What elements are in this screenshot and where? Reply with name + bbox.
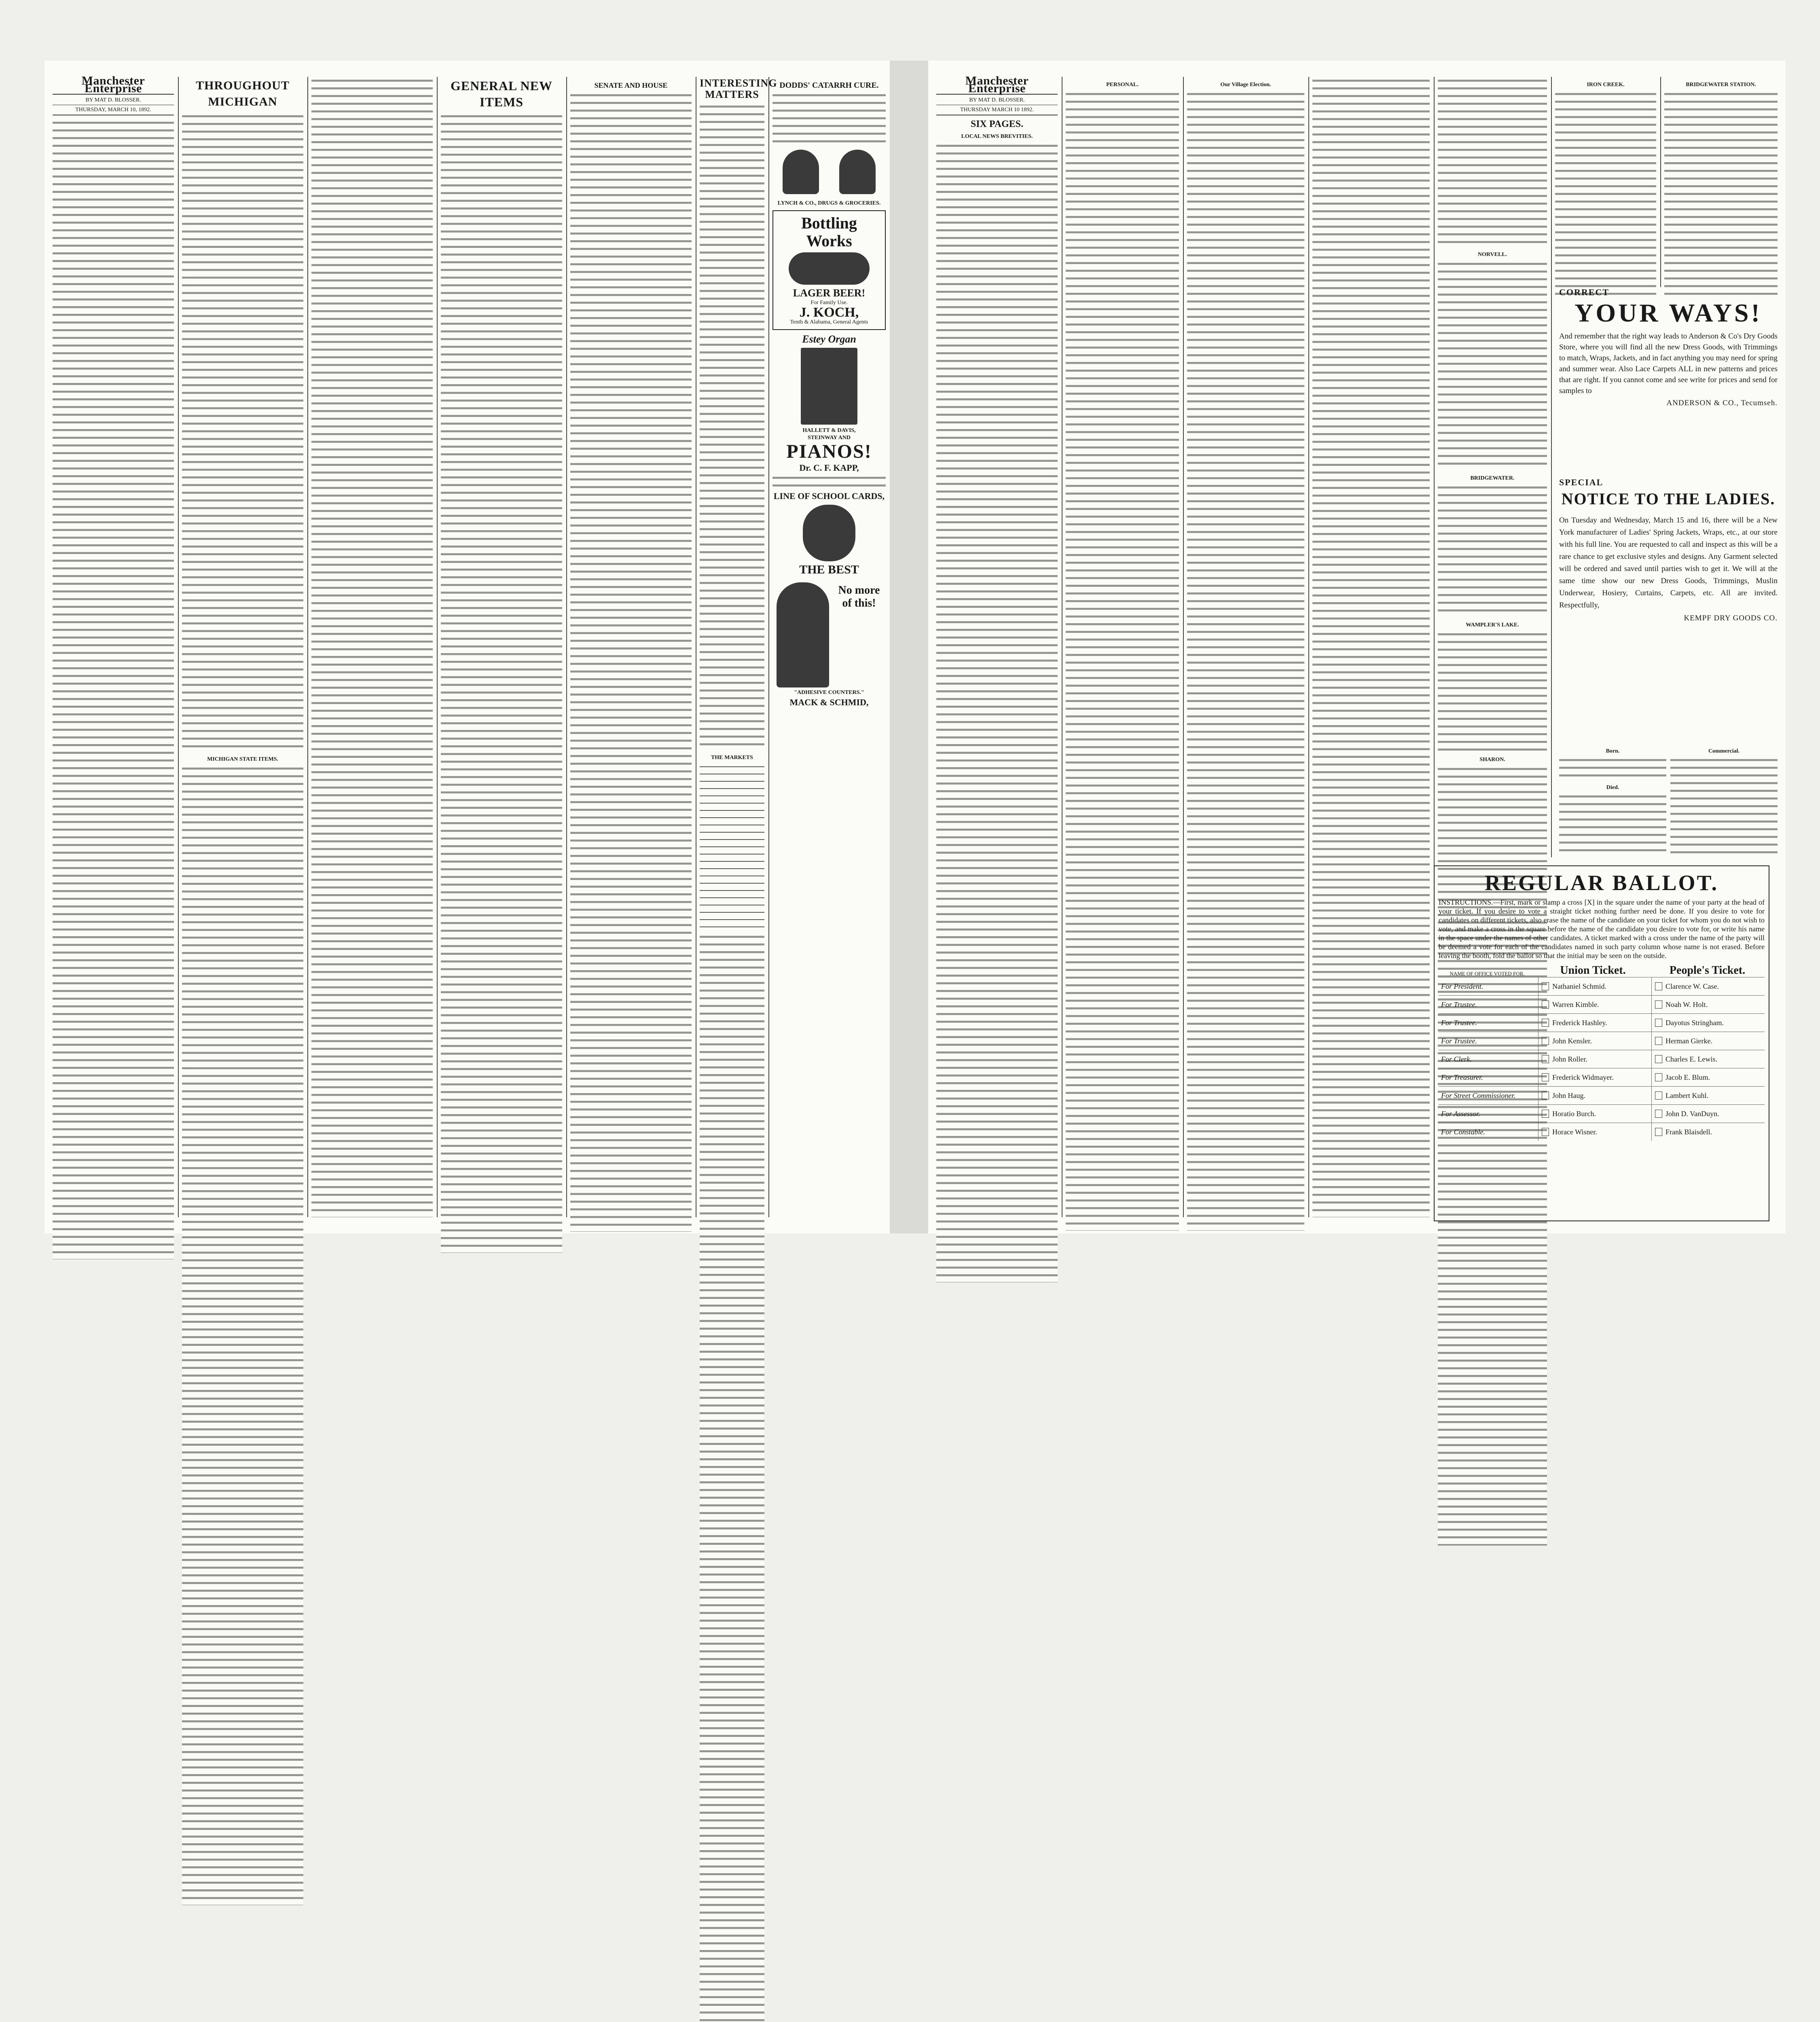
kempf-signature: KEMPF DRY GOODS CO.	[1684, 614, 1778, 622]
special-label: SPECIAL	[1559, 477, 1604, 487]
kempf-notice-advertisement	[1559, 477, 1778, 736]
date-line-left: THURSDAY, MARCH 10, 1892.	[53, 105, 174, 116]
ballot-row	[1439, 1068, 1765, 1086]
office-name: For Trustee.	[1441, 1036, 1477, 1045]
ballot-row	[1439, 1032, 1765, 1050]
peoples-candidate	[1651, 996, 1765, 1013]
bottling-works-ad	[772, 210, 886, 330]
column-text	[1187, 90, 1304, 1231]
column-text	[1438, 484, 1547, 617]
union-candidate	[1538, 977, 1651, 995]
candidate-name: John Kensler.	[1552, 1036, 1592, 1045]
candidate-name: John D. VanDuyn.	[1666, 1109, 1719, 1118]
page-gutter	[890, 61, 928, 1233]
vote-checkbox[interactable]	[1655, 1110, 1662, 1118]
vote-checkbox[interactable]	[1655, 1073, 1662, 1081]
column-text	[182, 112, 303, 751]
peoples-candidate	[1651, 1123, 1765, 1141]
column-text	[311, 77, 433, 1217]
candidate-name: Horace Wisner.	[1552, 1127, 1597, 1136]
peoples-ticket-heading: People's Ticket.	[1669, 964, 1746, 977]
ballot-instructions: INSTRUCTIONS.—First, mark or stamp a cross [X] in the square under the name of your party at the head of your ticket. If you desire to vote a straight ticket nothing further need be done. If you desire to vote for candidates on different tickets, also erase the name of the candidate on your ticket for whom you do not wish to vote, and make a cross in the square before the name of the candidate you desire to vote for, or write his name in the space under the names of other candidates. A ticket marked with a cross under the name of the party will be deemed a vote for each of the candidates named in such party column whose name is not erased. Before leaving the booth, fold the ballot so that the initial may be seen on the outside.	[1439, 898, 1765, 960]
right-newspaper-page	[928, 61, 1786, 1233]
candidate-name: Horatio Burch.	[1552, 1109, 1596, 1118]
ballot-rows	[1439, 977, 1765, 1141]
notice-ladies-text: On Tuesday and Wednesday, March 15 and 16, there will be a New York manufacturer of Ladies' Spring Jackets, Wraps, etc., at our store with his full line. You are requested to call and inspect as this will be a rare chance to get exclusive styles and designs. Any Garment selected will be ordered and saved until parties wish to get it. We will at the same time show our new Dress Goods, Trimmings, Muslin Underwear, Hosiery, Curtains, Carpets, etc. All are invited. Respectfully,	[1559, 516, 1778, 609]
vote-checkbox[interactable]	[1655, 1128, 1662, 1136]
general-news-heading: GENERAL NEW ITEMS	[451, 78, 552, 109]
column-text	[1664, 90, 1778, 300]
vote-checkbox[interactable]	[1542, 1073, 1549, 1081]
masthead-right: Manchester Enterprise	[936, 77, 1058, 95]
bridgewater-heading: BRIDGEWATER.	[1470, 475, 1515, 481]
office-name: For Treasurer.	[1441, 1073, 1483, 1081]
peoples-candidate	[1651, 977, 1765, 995]
ad-text	[772, 474, 886, 490]
ballot-row	[1439, 995, 1765, 1013]
editor-line-right: BY MAT D. BLOSSER.	[969, 97, 1025, 103]
ballot-title: REGULAR BALLOT.	[1484, 871, 1719, 895]
vote-checkbox[interactable]	[1542, 1091, 1549, 1100]
ballot-row	[1439, 1104, 1765, 1123]
anderson-signature: ANDERSON & CO., Tecumseh.	[1666, 399, 1778, 407]
pianos-title: PIANOS!	[786, 441, 872, 462]
born-heading: Born.	[1606, 748, 1620, 754]
catarrh-cure-ad: DODDS' CATARRH CURE.	[779, 81, 879, 90]
hallett-davis-line: HALLETT & DAVIS,	[802, 427, 856, 434]
markets-heading: THE MARKETS	[711, 755, 753, 761]
candidate-name: Jacob E. Blum.	[1666, 1073, 1710, 1081]
bridgewater-station-heading: BRIDGEWATER STATION.	[1686, 82, 1756, 88]
office-name: For Clerk.	[1441, 1055, 1472, 1063]
union-candidate	[1538, 1123, 1651, 1141]
anderson-advertisement	[1559, 287, 1778, 457]
vote-checkbox[interactable]	[1655, 1091, 1662, 1100]
candidate-name: Warren Kimble.	[1552, 1000, 1599, 1009]
norvell-heading: NORVELL.	[1477, 252, 1507, 258]
column-text	[936, 142, 1058, 1282]
lager-beer-title: LAGER BEER!	[793, 287, 866, 299]
office-name: For Assessor.	[1441, 1109, 1480, 1118]
no-more-of-this-text: No more of this!	[838, 584, 880, 609]
michigan-state-items-heading: MICHIGAN STATE ITEMS.	[207, 756, 278, 762]
peoples-candidate	[1651, 1014, 1765, 1032]
koch-address: Tenth & Alabama, General Agents	[790, 319, 868, 325]
family-use-line: For Family Use.	[811, 300, 848, 306]
peoples-candidate	[1651, 1105, 1765, 1123]
column-text	[182, 765, 303, 1905]
bottling-works-title: Bottling Works	[801, 214, 857, 250]
peoples-candidate	[1651, 1087, 1765, 1104]
koch-name: J. KOCH,	[799, 305, 859, 320]
candidate-name: Dayotus Stringham.	[1666, 1018, 1724, 1027]
candidate-name: Clarence W. Case.	[1666, 982, 1719, 990]
column-text	[441, 112, 562, 1253]
column-rule	[178, 77, 179, 1217]
mack-schmid-name: MACK & SCHMID,	[789, 697, 869, 707]
peoples-candidate	[1651, 1050, 1765, 1068]
portrait-illustration	[783, 150, 819, 194]
candidate-name: John Haug.	[1552, 1091, 1585, 1100]
office-name: For President.	[1441, 982, 1484, 990]
markets-table	[700, 763, 764, 933]
ballot-row	[1439, 1013, 1765, 1032]
column-text	[1555, 90, 1656, 300]
peoples-candidate	[1651, 1068, 1765, 1086]
office-column-heading: NAME OF OFFICE VOTED FOR.	[1450, 971, 1525, 977]
vitals-and-markets	[1559, 744, 1778, 857]
ticket-header-row	[1439, 964, 1765, 977]
notice-ladies-heading: NOTICE TO THE LADIES.	[1561, 490, 1776, 508]
senate-house-heading: SENATE AND HOUSE	[594, 81, 668, 89]
village-election-heading: Our Village Election.	[1220, 82, 1271, 88]
union-candidate	[1538, 1068, 1651, 1086]
right-column-3	[1187, 77, 1304, 1217]
column-text	[1438, 260, 1547, 470]
left-newspaper-page	[44, 61, 890, 1233]
commercial-heading: Commercial.	[1708, 748, 1740, 754]
bridgewater-station-column	[1664, 77, 1778, 287]
right-column-5	[1438, 77, 1547, 857]
right-column-1	[936, 74, 1058, 1217]
editor-line-left: BY MAT D. BLOSSER.	[85, 97, 141, 103]
iron-creek-column	[1555, 77, 1656, 287]
vote-checkbox[interactable]	[1542, 1037, 1549, 1045]
column-rule	[1308, 77, 1309, 1217]
vote-checkbox[interactable]	[1542, 982, 1549, 990]
office-name: For Constable.	[1441, 1127, 1486, 1136]
union-candidate	[1538, 1105, 1651, 1123]
left-column-6	[700, 77, 777, 1217]
candidate-name: Charles E. Lewis.	[1666, 1055, 1717, 1063]
kapp-name: Dr. C. F. KAPP,	[799, 463, 859, 473]
column-text	[53, 119, 174, 1259]
steinway-line: STEINWAY AND	[808, 435, 851, 441]
sharon-heading: SHARON.	[1479, 757, 1505, 763]
column-rule	[566, 77, 567, 1217]
date-line-right: THURSDAY MARCH 10 1892.	[936, 105, 1058, 116]
candidate-name: Frederick Widmayer.	[1552, 1073, 1614, 1081]
vote-checkbox[interactable]	[1655, 1000, 1662, 1009]
ballot-row	[1439, 977, 1765, 995]
flowers-illustration	[803, 505, 855, 561]
right-column-2	[1066, 77, 1179, 1217]
wamplers-lake-heading: WAMPLER'S LAKE.	[1466, 622, 1519, 628]
office-name: For Trustee.	[1441, 1018, 1477, 1027]
vote-checkbox[interactable]	[1542, 1055, 1549, 1063]
vote-checkbox[interactable]	[1542, 1110, 1549, 1118]
left-column-5	[570, 77, 692, 1217]
ballot-row	[1439, 1086, 1765, 1104]
column-text	[570, 91, 692, 1232]
office-name: For Street Commissioner.	[1441, 1091, 1515, 1100]
ballot-row	[1439, 1123, 1765, 1141]
druggists-ad: LYNCH & CO., DRUGS & GROCERIES.	[777, 200, 881, 206]
personal-heading: PERSONAL.	[1106, 82, 1139, 88]
column-text	[1438, 630, 1547, 752]
masthead-left: Manchester Enterprise	[53, 77, 174, 95]
your-ways-heading: YOUR WAYS!	[1575, 298, 1762, 327]
column-rule	[307, 77, 308, 1217]
vote-checkbox[interactable]	[1655, 1037, 1662, 1045]
candidate-name: Frank Blaisdell.	[1666, 1127, 1712, 1136]
vote-checkbox[interactable]	[1542, 1000, 1549, 1009]
iron-creek-heading: IRON CREEK.	[1587, 82, 1625, 88]
throughout-michigan-heading: THROUGHOUT MICHIGAN	[196, 79, 290, 108]
column-rule	[1660, 77, 1661, 287]
regular-ballot	[1434, 865, 1769, 1221]
advertisement-column	[772, 77, 886, 1217]
left-column-4	[441, 77, 562, 1217]
union-candidate	[1538, 1032, 1651, 1050]
vote-checkbox[interactable]	[1655, 1019, 1662, 1027]
vote-checkbox[interactable]	[1542, 1128, 1549, 1136]
union-candidate	[1538, 1050, 1651, 1068]
union-ticket-heading: Union Ticket.	[1560, 964, 1626, 977]
organ-illustration	[801, 348, 857, 425]
vote-checkbox[interactable]	[1655, 982, 1662, 990]
umbrella-woman-illustration	[777, 582, 829, 687]
office-name: For Trustee.	[1441, 1000, 1477, 1009]
right-column-4	[1312, 77, 1430, 1217]
candidate-name: Nathaniel Schmid.	[1552, 982, 1606, 990]
estey-organ-title: Estey Organ	[802, 333, 856, 345]
candidate-name: Frederick Hashley.	[1552, 1018, 1607, 1027]
left-column-3	[311, 77, 433, 1217]
union-candidate	[1538, 1087, 1651, 1104]
your-ways-text: And remember that the right way leads to Anderson & Co's Dry Goods Store, where you will find all the new Dress Goods, with Trimmings to match, Wraps, Jackets, and in fact anything you may need for spring and summer wear. Also Lace Carpets ALL in new patterns and prices that are right. If you cannot come and see write for prices and send for samples to	[1559, 332, 1778, 395]
left-column-2	[182, 77, 303, 1217]
ad-text	[772, 91, 886, 144]
column-text	[1559, 756, 1666, 780]
left-column-1	[53, 74, 174, 1217]
column-text	[1438, 77, 1547, 247]
column-text	[1670, 756, 1778, 853]
union-candidate	[1538, 996, 1651, 1013]
six-pages-heading: SIX PAGES.	[970, 119, 1024, 129]
column-rule	[1183, 77, 1184, 1217]
column-text	[700, 103, 764, 750]
correct-label: CORRECT	[1559, 287, 1610, 297]
local-news-heading: LOCAL NEWS BREVITIES.	[961, 133, 1033, 140]
ballot-row	[1439, 1050, 1765, 1068]
vote-checkbox[interactable]	[1655, 1055, 1662, 1063]
column-text	[1066, 90, 1179, 1231]
column-text	[1312, 77, 1430, 1217]
candidate-name: Noah W. Holt.	[1666, 1000, 1708, 1009]
candidate-name: Herman Gierke.	[1666, 1036, 1712, 1045]
column-rule	[768, 77, 769, 1217]
column-text	[1559, 793, 1666, 853]
candidate-name: John Roller.	[1552, 1055, 1588, 1063]
column-text	[700, 933, 764, 2022]
portrait-illustration	[839, 150, 876, 194]
vote-checkbox[interactable]	[1542, 1019, 1549, 1027]
column-rule	[1551, 77, 1552, 857]
the-best-title: THE BEST	[799, 563, 859, 576]
barrel-illustration	[789, 252, 870, 285]
peoples-candidate	[1651, 1032, 1765, 1050]
adhesive-counters-line: "ADHESIVE COUNTERS."	[794, 690, 864, 696]
interesting-matters-heading: INTERESTING MATTERS	[700, 77, 777, 100]
school-cards-title: LINE OF SCHOOL CARDS,	[773, 491, 885, 501]
column-rule	[437, 77, 438, 1217]
union-candidate	[1538, 1014, 1651, 1032]
candidate-name: Lambert Kuhl.	[1666, 1091, 1708, 1100]
died-heading: Died.	[1606, 785, 1619, 791]
